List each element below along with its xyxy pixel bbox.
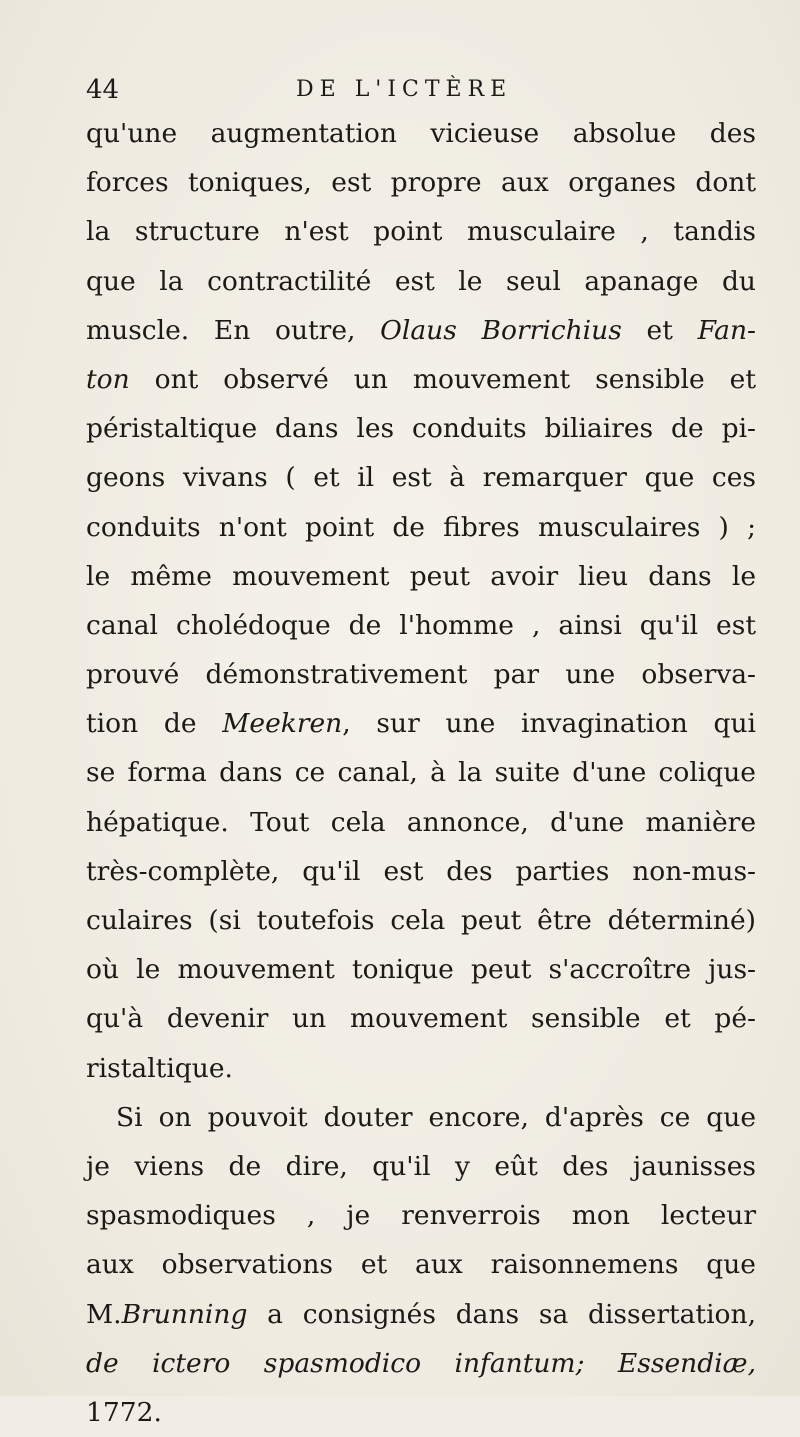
page-number: 44 bbox=[86, 75, 120, 105]
text-line: prouvé démonstrativement par une observa- bbox=[86, 659, 756, 691]
text-line: aux observations et aux raisonnemens que bbox=[86, 1249, 756, 1281]
text-span: a consignés dans sa dissertation, bbox=[267, 1298, 756, 1330]
running-head bbox=[86, 70, 746, 110]
author-name: ton bbox=[86, 363, 130, 395]
text-line: forces toniques, est propre aux organes dont bbox=[86, 167, 756, 199]
text-line: Si on pouvoit douter encore, d'après ce que bbox=[116, 1101, 756, 1133]
text-line: geons vivans ( et il est à remarquer que ces bbox=[86, 462, 756, 494]
citation-title: de ictero spasmodico infantum; Essendiæ, bbox=[86, 1347, 756, 1379]
text-span: , sur une invagination qui bbox=[342, 708, 756, 740]
text-line: où le mouvement tonique peut s'accroître jus- bbox=[86, 954, 756, 986]
text-line: culaires (si toutefois cela peut être déterminé) bbox=[86, 905, 756, 936]
text-span: et bbox=[646, 314, 673, 346]
text-span: M. bbox=[86, 1298, 122, 1330]
running-title: DE L'ICTÈRE bbox=[296, 77, 513, 102]
text-line: ristaltique. bbox=[86, 1052, 233, 1084]
text-line: très-complète, qu'il est des parties non-mus- bbox=[86, 855, 756, 887]
text-line: la structure n'est point musculaire , tandis bbox=[86, 216, 756, 248]
text-line: spasmodiques , je renverrois mon lecteur bbox=[86, 1200, 756, 1232]
text-line: qu'une augmentation vicieuse absolue des bbox=[86, 118, 756, 149]
text-line bbox=[86, 306, 756, 355]
text-line: qu'à devenir un mouvement sensible et pé- bbox=[86, 1003, 756, 1035]
text-line: hépatique. Tout cela annonce, d'une manière bbox=[86, 806, 756, 838]
text-line bbox=[86, 355, 756, 404]
body-text bbox=[86, 109, 756, 1437]
author-name: Fan- bbox=[697, 314, 756, 346]
text-line bbox=[86, 1290, 756, 1339]
text-line: péristaltique dans les conduits biliaires de pi- bbox=[86, 413, 756, 445]
text-line: conduits n'ont point de fibres musculaires ) ; bbox=[86, 511, 756, 543]
text-span: tion de bbox=[86, 708, 197, 740]
text-line: le même mouvement peut avoir lieu dans le bbox=[86, 560, 756, 592]
author-name: Olaus Borrichius bbox=[380, 314, 622, 346]
text-line bbox=[86, 699, 756, 748]
text-line: se forma dans ce canal, à la suite d'une colique bbox=[86, 757, 756, 789]
citation-year: 1772. bbox=[86, 1396, 162, 1428]
text-span: muscle. En outre, bbox=[86, 314, 356, 346]
author-name: Brunning bbox=[121, 1298, 248, 1330]
author-name: Meekren bbox=[222, 708, 343, 740]
text-line: canal cholédoque de l'homme , ainsi qu'il est bbox=[86, 609, 756, 641]
text-span: ont observé un mouvement sensible et bbox=[154, 363, 756, 395]
text-line: je viens de dire, qu'il y eût des jaunisses bbox=[86, 1150, 756, 1182]
text-line: que la contractilité est le seul apanage du bbox=[86, 265, 756, 297]
